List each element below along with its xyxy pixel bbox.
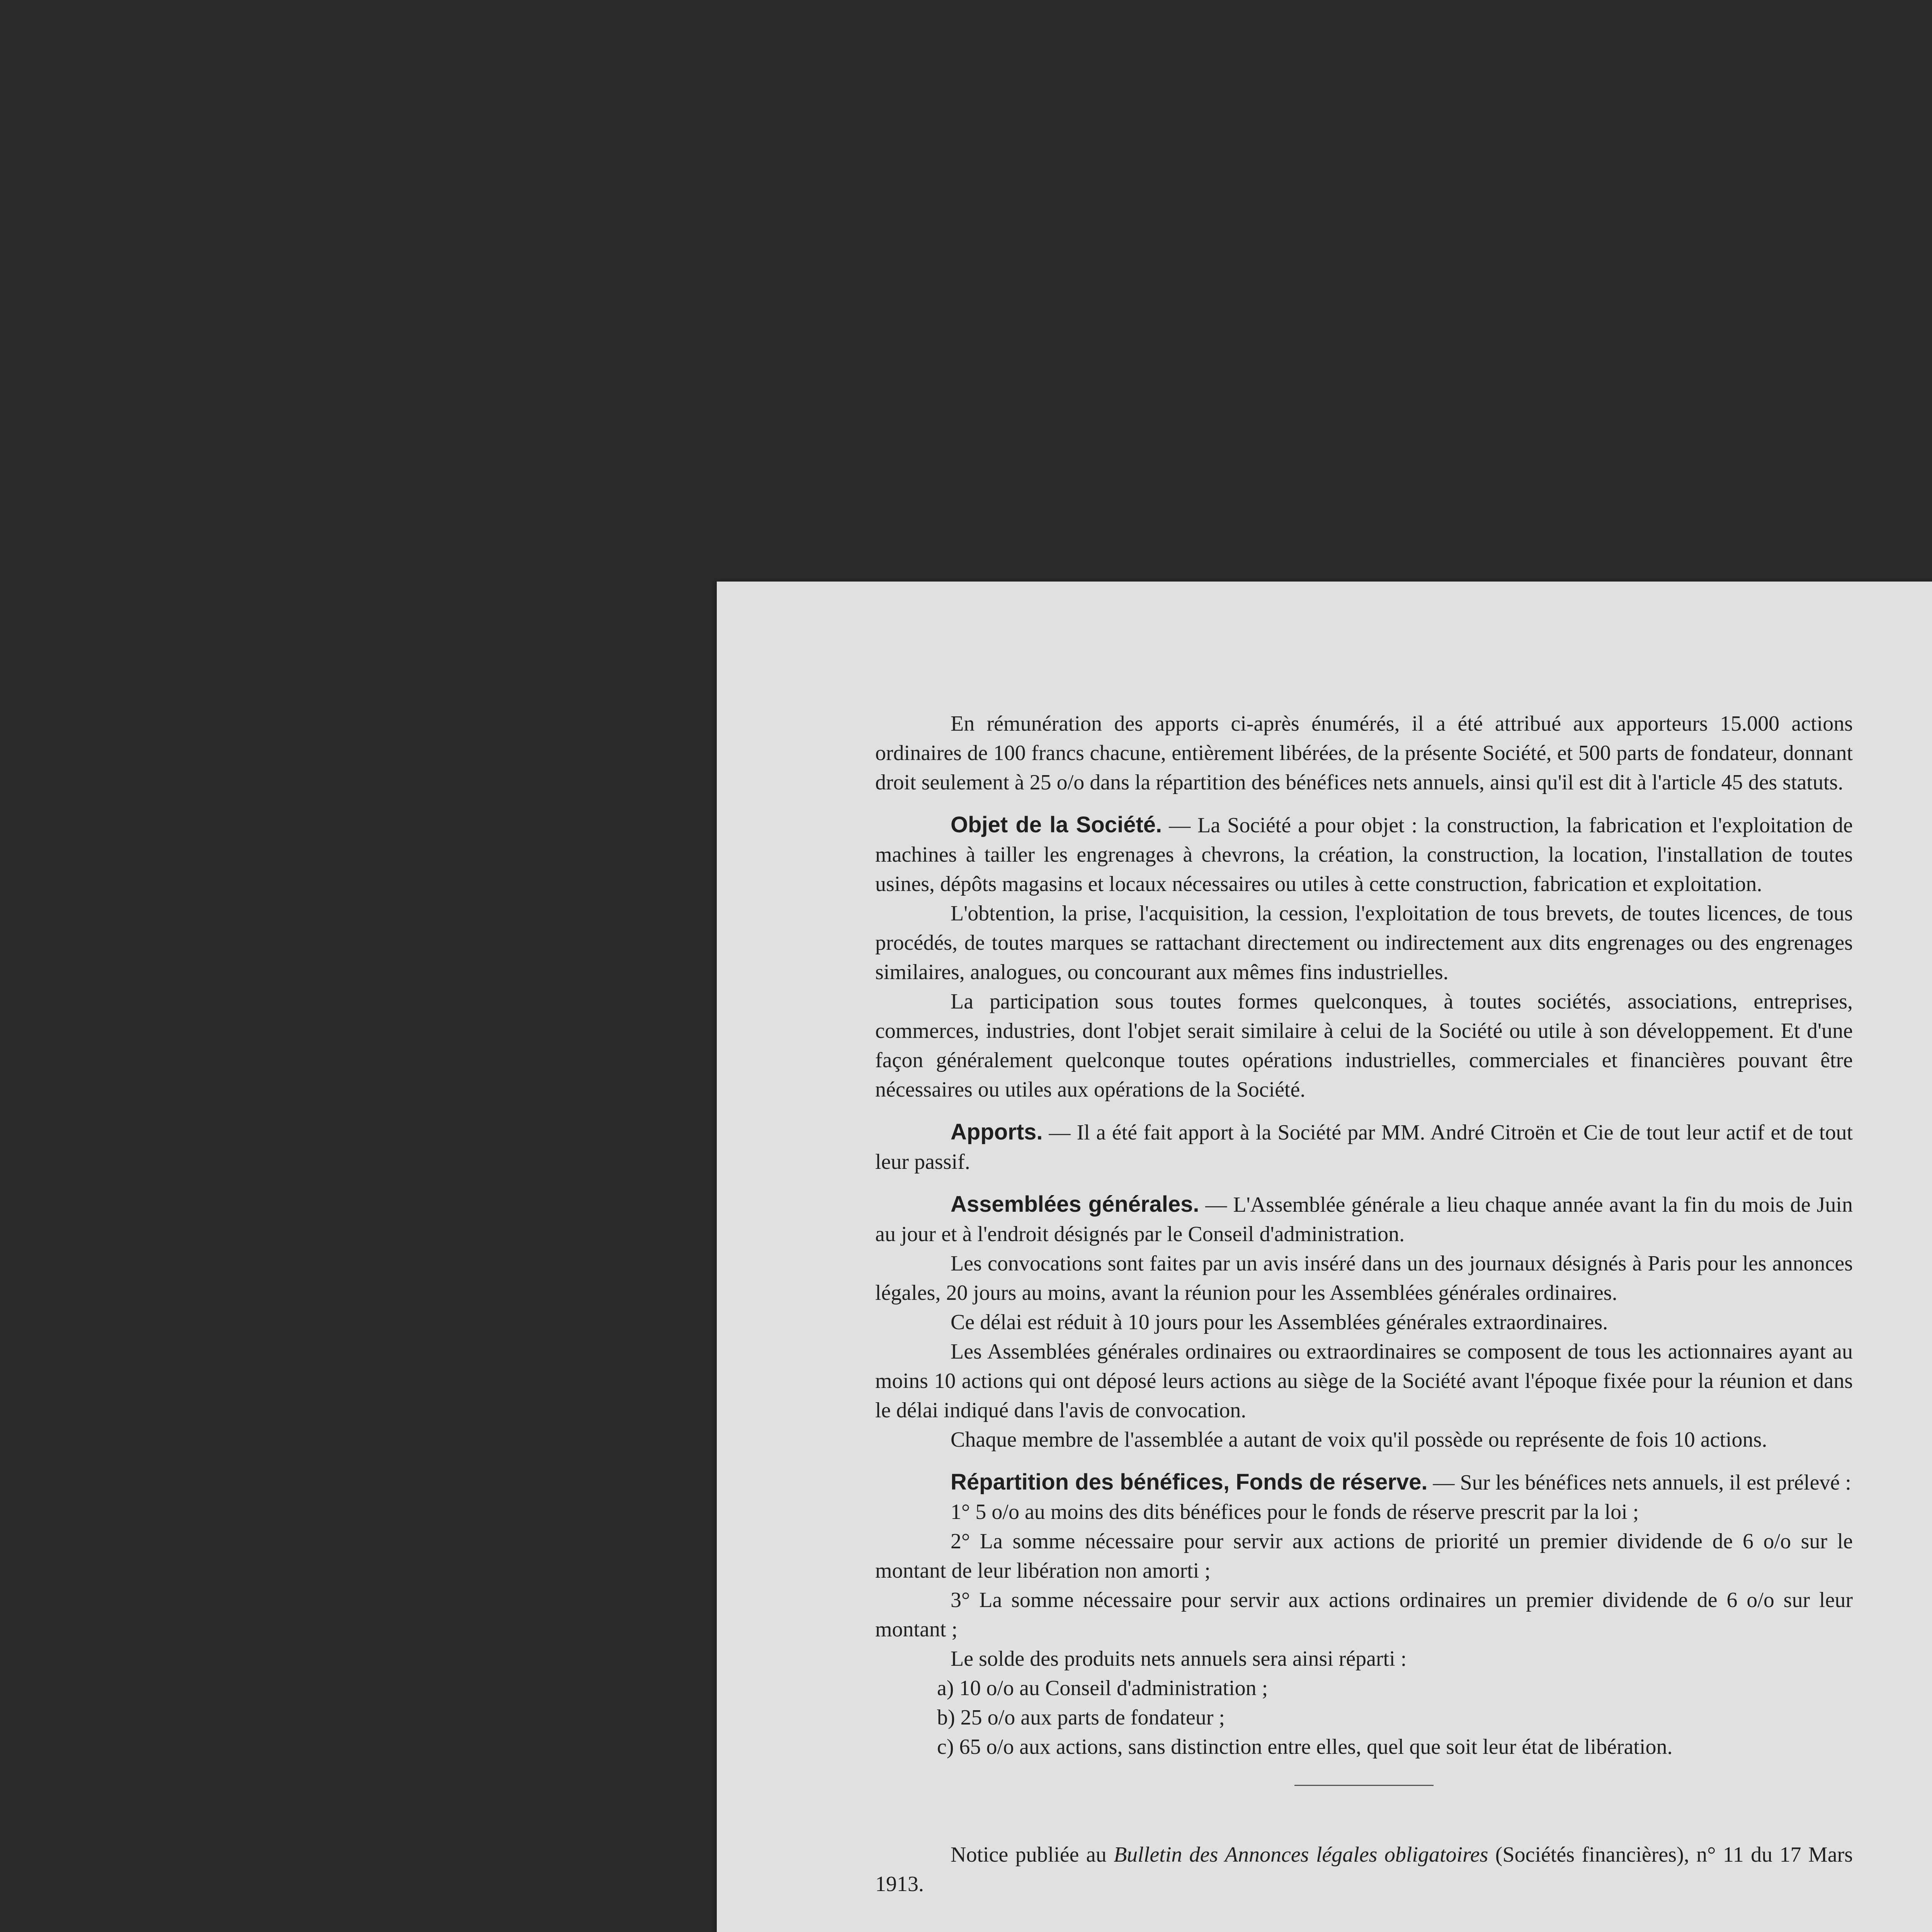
notice-paragraph [875,1840,1853,1899]
assemblees-paragraph-4: Les Assemblées générales ordinaires ou extraordinaires se composent de tous les actionnaires ayant au moins 10 actions qui ont déposé leurs actions au siège de la Société avant l'époque fixée pour la réunion et dans le délai indiqué dans l'avis de convocation. [875,1340,1853,1422]
apports-heading: Apports. [951,1119,1043,1145]
apports-text: — Il a été fait apport à la Société par MM. André Citroën et Cie de tout leur actif et de tout leur passif. [875,1121,1853,1174]
objet-paragraph-2: L'obtention, la prise, l'acquisition, la cession, l'exploitation de tous brevets, de toutes licences, de tous procédés, de toutes marques se rattachant directement ou indirectement aux dits engrenages ou des engrenages similaires, analogues, ou concourant aux mêmes fins industrielles. [875,901,1853,984]
assemblees-text: — L'Assemblée générale a lieu chaque année avant la fin du mois de Juin au jour et à l'endroit désignés par le Conseil d'administration. [875,1193,1853,1246]
repartition-paragraph [875,1468,1853,1497]
assemblees-paragraph-5: Chaque membre de l'assemblée a autant de voix qu'il possède ou représente de fois 10 actions. [951,1428,1767,1452]
repartition-sub-item: c) 65 o/o aux actions, sans distinction entre elles, quel que soit leur état de libération. [937,1735,1673,1759]
repartition-item: 1° 5 o/o au moins des dits bénéfices pour le fonds de réserve prescrit par la loi ; [951,1500,1639,1524]
repartition-sub-item: a) 10 o/o au Conseil d'administration ; [937,1676,1268,1700]
apports-remuneration-paragraph: En rémunération des apports ci-après énumérés, il a été attribué aux apporteurs 15.000 actions ordinaires de 100 francs chacune, entièrement libérées, de la présente Société, et 500 parts de fondateur, donnant droit seulement à 25 o/o dans la répartition des bénéfices nets annuels, ainsi qu'il est dit à l'article 45 des statuts. [875,712,1853,794]
notice-bulletin-title: Bulletin des Annonces légales obligatoires [1114,1843,1488,1867]
assemblees-heading: Assemblées générales. [951,1192,1199,1217]
document-body [875,709,1853,1899]
assemblees-paragraph-2: Les convocations sont faites par un avis inséré dans un des journaux désignés à Paris pour les annonces légales, 20 jours au moins, avant la réunion pour les Assemblées générales ordinaires. [875,1252,1853,1305]
notice-prefix: Notice publiée au [951,1843,1114,1867]
notice-suffix: (Sociétés financières), n° 11 du 17 Mars 1913. [875,1843,1853,1896]
objet-paragraph [875,810,1853,899]
assemblees-paragraph [875,1190,1853,1249]
repartition-item: 3° La somme nécessaire pour servir aux actions ordinaires un premier dividende de 6 o/o sur leur montant ; [875,1588,1853,1641]
objet-heading: Objet de la Société. [951,812,1162,837]
repartition-text: — Sur les bénéfices nets annuels, il est prélevé : [1427,1471,1851,1495]
document-page [717,582,1932,1932]
repartition-item: 2° La somme nécessaire pour servir aux actions de priorité un premier dividende de 6 o/o sur le montant de leur libération non amorti ; [875,1529,1853,1583]
objet-paragraph-3: La participation sous toutes formes quelconques, à toutes sociétés, associations, entreprises, commerces, industries, dont l'objet serait similaire à celui de la Société ou utile à son développement. Et d'une façon généralement quelconque toutes opérations industrielles, commerciales et financières pouvant être nécessaires ou utiles aux opérations de la Société. [875,990,1853,1102]
section-divider [1294,1785,1434,1786]
repartition-sub-item: b) 25 o/o aux parts de fondateur ; [937,1706,1225,1730]
apports-paragraph [875,1117,1853,1177]
objet-text: — La Société a pour objet : la construction, la fabrication et l'exploitation de machines à tailler les engrenages à chevrons, la création, la construction, la location, l'installation de toutes usines, dépôts magasins et locaux nécessaires ou utiles à cette construction, fabrication et exploitation. [875,813,1853,896]
repartition-solde: Le solde des produits nets annuels sera ainsi réparti : [951,1647,1407,1671]
repartition-heading: Répartition des bénéfices, Fonds de réserve. [951,1469,1428,1495]
assemblees-paragraph-3: Ce délai est réduit à 10 jours pour les Assemblées générales extraordinaires. [951,1310,1608,1334]
